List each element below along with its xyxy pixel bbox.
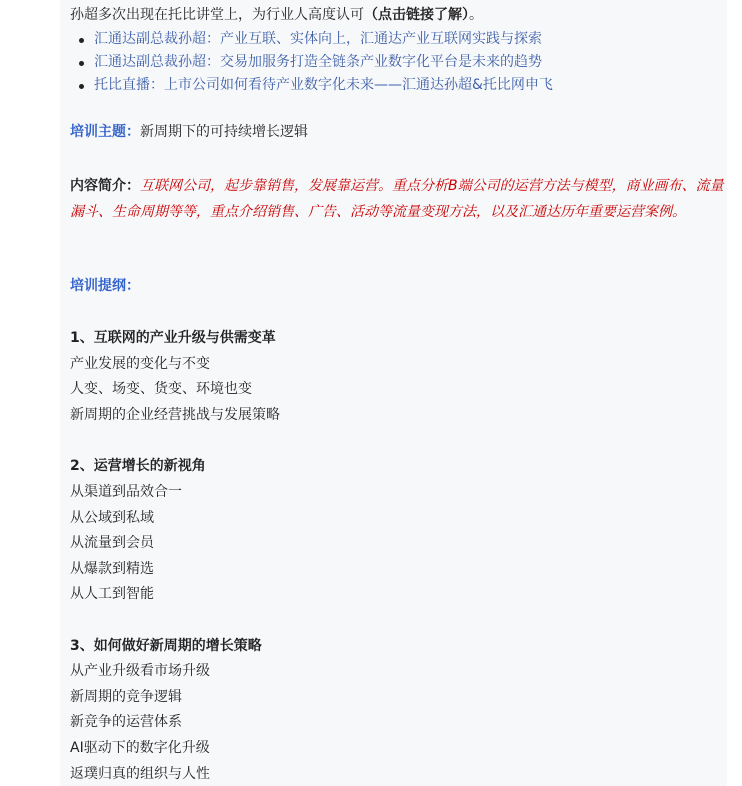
related-link[interactable]: 托比直播：上市公司如何看待产业数字化未来——汇通达孙超&托比网申飞 xyxy=(70,74,553,97)
section-title: 3、如何做好新周期的增长策略 xyxy=(70,638,262,654)
outline-item: 人变、场变、货变、环境也变 xyxy=(70,381,252,397)
outline-item: 从流量到会员 xyxy=(70,535,154,551)
outline-label: 培训提纲： xyxy=(70,278,140,294)
outline-item: 新周期的企业经营挑战与发展策略 xyxy=(70,407,280,423)
outline-item: 新周期的竞争逻辑 xyxy=(70,689,182,705)
summary-value: 互联网公司，起步靠销售，发展靠运营。重点分析B端公司的运营方法与模型，商业画布、流量漏斗、生命周期等等，重点介绍销售、广告、活动等流量变现方法，以及汇通达历年重要运营案例。 xyxy=(70,178,724,220)
topic-label: 培训主题： xyxy=(70,124,140,140)
outline-item: 从公域到私域 xyxy=(70,510,154,526)
outline-item: 从渠道到品效合一 xyxy=(70,484,182,500)
section-title: 1、互联网的产业升级与供需变革 xyxy=(70,330,276,346)
outline-item: AI驱动下的数字化升级 xyxy=(70,740,210,756)
outline-item: 从爆款到精选 xyxy=(70,561,154,577)
left-margin xyxy=(0,0,60,786)
related-links-list xyxy=(70,28,553,97)
intro-text: 孙超多次出现在托比讲堂上，为行业人高度认可 xyxy=(70,7,364,23)
summary-label: 内容简介： xyxy=(70,178,140,194)
outline-item: 新竞争的运营体系 xyxy=(70,714,182,730)
related-link[interactable]: 汇通达副总裁孙超：交易加服务打造全链条产业数字化平台是未来的趋势 xyxy=(70,51,553,74)
outline-item: 从产业升级看市场升级 xyxy=(70,663,210,679)
intro-link-hint: （点击链接了解） xyxy=(364,7,469,23)
related-link[interactable]: 汇通达副总裁孙超：产业互联、实体向上，汇通达产业互联网实践与探索 xyxy=(70,28,553,51)
right-margin xyxy=(727,0,742,786)
outline-item: 返璞归真的组织与人性 xyxy=(70,766,210,782)
outline-item: 从人工到智能 xyxy=(70,586,154,602)
intro-paragraph xyxy=(70,5,483,25)
outline-item: 产业发展的变化与不变 xyxy=(70,356,210,372)
topic-value: 新周期下的可持续增长逻辑 xyxy=(140,124,308,140)
article-body xyxy=(60,0,727,786)
content-summary xyxy=(70,174,725,225)
training-topic xyxy=(70,122,308,142)
section-title: 2、运营增长的新视角 xyxy=(70,458,206,474)
intro-end: 。 xyxy=(469,7,483,23)
